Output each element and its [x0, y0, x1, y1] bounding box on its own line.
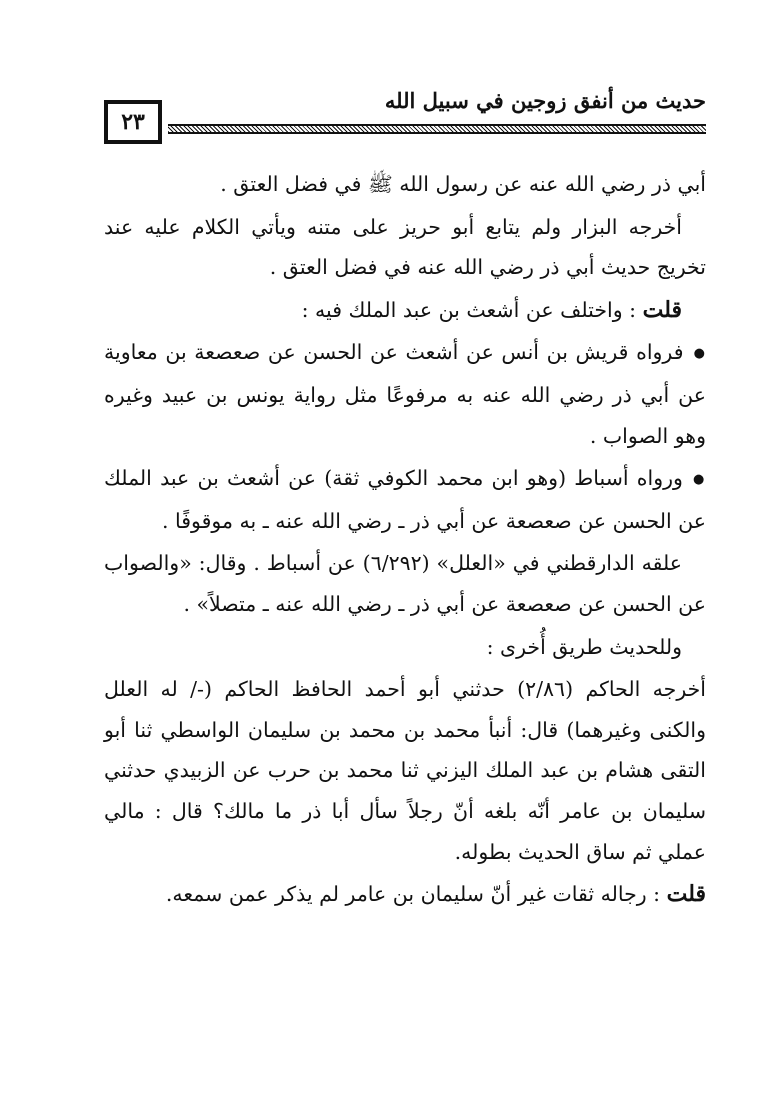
- note-text: : واختلف عن أشعث بن عبد الملك فيه :: [301, 297, 637, 322]
- running-title: حديث من أنفق زوجين في سبيل الله: [384, 88, 706, 113]
- note-text: : رجاله ثقات غير أنّ سليمان بن عامر لم يذكر عمن سمعه.: [165, 882, 661, 907]
- body-text: [104, 164, 706, 917]
- note-keyword: قلت: [666, 881, 706, 908]
- paragraph: أخرجه الحاكم (٢/٨٦) حدثني أبو أحمد الحافظ الحاكم (-/ له العلل والكنى وغيرهما) قال: أنبأ محمد بن محمد بن سليمان الواسطي ثنا أبو التقى هشام بن عبد الملك اليزني ثنا محمد بن حرب عن الزبيدي حدثني سليمان بن عامر أنّه بلغه أنّ رجلاً سأل أبا ذر ما مالك؟ قال : مالي عملي ثم ساق الحديث بطوله.: [104, 677, 706, 864]
- page-number: ٢٣: [104, 100, 162, 144]
- page-header: [104, 88, 706, 158]
- header-rule: [168, 124, 706, 134]
- bullet-paragraph: ● فرواه قريش بن أنس عن أشعث عن الحسن عن صعصعة بن معاوية عن أبي ذر رضي الله عنه به مرفوعًا مثل رواية يونس بن عبيد وغيره وهو الصواب .: [104, 332, 706, 456]
- paragraph-note: [104, 290, 706, 331]
- bullet-paragraph: ● ورواه أسباط (وهو ابن محمد الكوفي ثقة) عن أشعث بن عبد الملك عن الحسن عن صعصعة عن أبي ذر ـ رضي الله عنه ـ به موقوفًا .: [104, 458, 706, 541]
- paragraph: وللحديث طريق أُخرى :: [486, 634, 682, 659]
- paragraph: أخرجه البزار ولم يتابع أبو حريز على متنه ويأتي الكلام عليه عند تخريج حديث أبي ذر رضي الله عنه في فضل العتق .: [104, 214, 706, 280]
- paragraph: علقه الدارقطني في «العلل» (٦/٢٩٢) عن أسباط . وقال: «والصواب عن الحسن عن صعصعة عن أبي ذر ـ رضي الله عنه ـ متصلاً» .: [104, 551, 706, 616]
- paragraph: أبي ذر رضي الله عنه عن رسول الله ﷺ في فضل العتق .: [220, 172, 706, 196]
- paragraph-note: [104, 874, 706, 915]
- note-keyword: قلت: [642, 296, 682, 323]
